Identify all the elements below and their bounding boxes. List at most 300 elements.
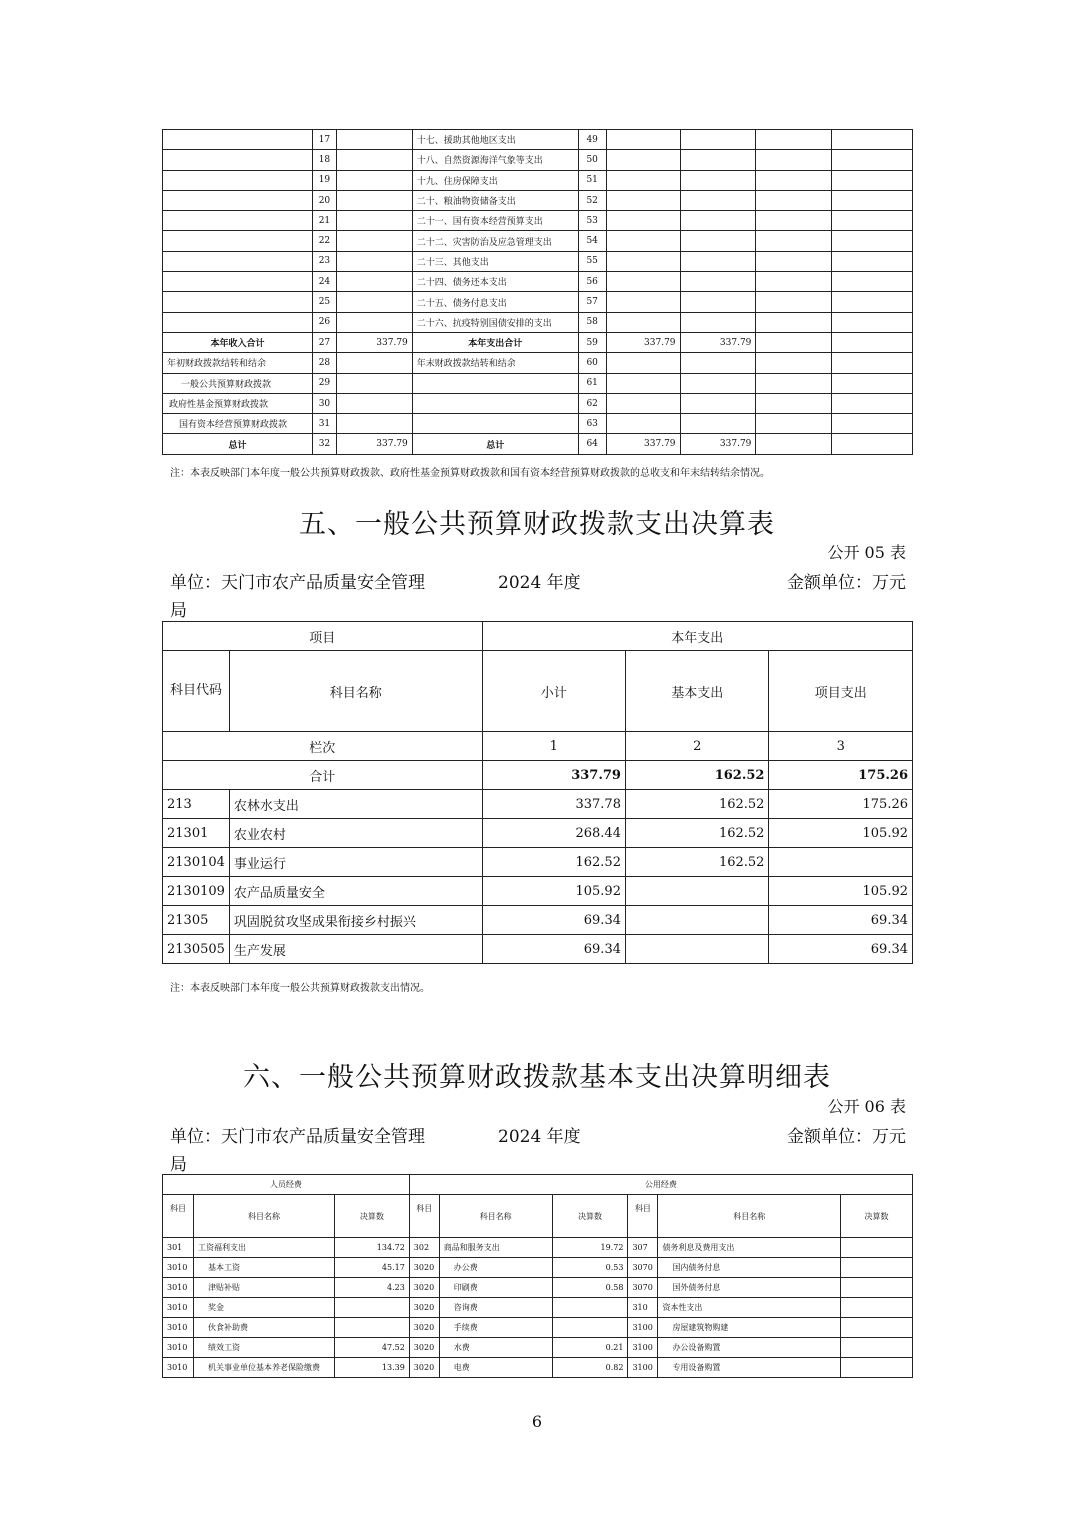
table-row (163, 1258, 913, 1278)
public-name: 办公费 (439, 1258, 552, 1278)
expense-total (606, 211, 680, 231)
expense-line-no: 57 (578, 292, 606, 312)
income-line-no: 20 (312, 190, 336, 210)
other-name: 国内债务付息 (658, 1258, 841, 1278)
table-row (163, 1238, 913, 1258)
expense-line-no: 49 (578, 130, 606, 150)
income-line-no: 26 (312, 312, 336, 332)
public-name: 手续费 (439, 1318, 552, 1338)
public-code: 3020 (409, 1298, 439, 1318)
header-project: 项目 (163, 622, 483, 651)
expense-line-no: 63 (578, 414, 606, 434)
expense-gpb (680, 414, 756, 434)
expense-gov-fund (756, 211, 832, 231)
header-amount-1: 决算数 (334, 1195, 409, 1238)
table-row (163, 170, 913, 190)
income-line-no: 27 (312, 332, 336, 352)
basic-value: 162.52 (625, 819, 768, 848)
income-amount: 337.79 (336, 434, 412, 454)
income-item: 总计 (163, 434, 313, 454)
subject-code: 2130109 (163, 877, 230, 906)
header-amount-2: 决算数 (552, 1195, 628, 1238)
public-amount: 0.58 (552, 1278, 628, 1298)
expense-total (606, 190, 680, 210)
personnel-code: 3010 (163, 1318, 194, 1338)
header-name-1: 科目名称 (193, 1195, 334, 1238)
expense-line-no: 60 (578, 353, 606, 373)
project-value: 69.34 (769, 906, 913, 935)
other-code: 3100 (628, 1338, 658, 1358)
income-amount (336, 292, 412, 312)
header-name-2: 科目名称 (439, 1195, 552, 1238)
header-amount-3: 决算数 (841, 1195, 913, 1238)
expense-item: 十八、自然资源海洋气象等支出 (412, 150, 578, 170)
table-row (163, 353, 913, 373)
table-row (163, 1278, 913, 1298)
personnel-amount: 47.52 (334, 1338, 409, 1358)
income-item (163, 211, 313, 231)
other-amount (841, 1318, 913, 1338)
personnel-code: 3010 (163, 1358, 194, 1378)
income-amount (336, 373, 412, 393)
other-code: 3100 (628, 1318, 658, 1338)
public-code: 3020 (409, 1338, 439, 1358)
section6-unit: 单位：天门市农产品质量安全管理 (170, 1127, 425, 1147)
personnel-name: 奖金 (193, 1298, 334, 1318)
expense-total (606, 312, 680, 332)
table-row (163, 414, 913, 434)
project-value: 105.92 (769, 819, 913, 848)
expense-item: 十七、援助其他地区支出 (412, 130, 578, 150)
expense-gov-fund (756, 130, 832, 150)
expense-table (162, 621, 913, 964)
header-basic: 基本支出 (625, 651, 768, 732)
public-amount: 0.82 (552, 1358, 628, 1378)
subject-code: 21305 (163, 906, 230, 935)
other-code: 307 (628, 1238, 658, 1258)
expense-gov-fund (756, 312, 832, 332)
project-value (769, 848, 913, 877)
basic-value: 162.52 (625, 848, 768, 877)
subtotal-value: 69.34 (482, 935, 625, 964)
expense-line-no: 53 (578, 211, 606, 231)
income-amount (336, 251, 412, 271)
table-row (163, 877, 913, 906)
header-subtotal: 小计 (482, 651, 625, 732)
income-item (163, 130, 313, 150)
expense-gov-fund (756, 353, 832, 373)
public-name: 电费 (439, 1358, 552, 1378)
personnel-amount (334, 1298, 409, 1318)
section5-form-no: 公开 05 表 (827, 543, 906, 562)
income-item (163, 292, 313, 312)
public-name: 商品和服务支出 (439, 1238, 552, 1258)
table-row (163, 251, 913, 271)
other-name: 房屋建筑物购建 (658, 1318, 841, 1338)
expense-gpb: 337.79 (680, 332, 756, 352)
other-amount (841, 1298, 913, 1318)
basic-value: 162.52 (625, 790, 768, 819)
total-basic: 162.52 (625, 761, 768, 790)
expense-gov-fund (756, 251, 832, 271)
income-line-no: 29 (312, 373, 336, 393)
header-name-3: 科目名称 (658, 1195, 841, 1238)
header-idx1: 1 (482, 732, 625, 761)
expense-state-capital (832, 312, 913, 332)
expense-gpb (680, 373, 756, 393)
expense-line-no: 59 (578, 332, 606, 352)
header-code-2: 科目 (409, 1195, 439, 1238)
income-amount (336, 312, 412, 332)
table-row (163, 935, 913, 964)
subtotal-value: 69.34 (482, 906, 625, 935)
expense-state-capital (832, 150, 913, 170)
header-project-exp: 项目支出 (769, 651, 913, 732)
other-name: 资本性支出 (658, 1298, 841, 1318)
expense-line-no: 62 (578, 393, 606, 413)
personnel-code: 3010 (163, 1338, 194, 1358)
expense-total (606, 292, 680, 312)
project-value: 69.34 (769, 935, 913, 964)
total-subtotal: 337.79 (482, 761, 625, 790)
expense-gpb (680, 393, 756, 413)
basic-value (625, 906, 768, 935)
income-line-no: 30 (312, 393, 336, 413)
basic-value (625, 935, 768, 964)
table-row (163, 332, 913, 352)
other-amount (841, 1278, 913, 1298)
income-item (163, 190, 313, 210)
expense-total: 337.79 (606, 332, 680, 352)
other-code: 3100 (628, 1358, 658, 1378)
public-code: 3020 (409, 1258, 439, 1278)
expense-total (606, 231, 680, 251)
expense-gov-fund (756, 414, 832, 434)
expense-gov-fund (756, 393, 832, 413)
personnel-code: 301 (163, 1238, 194, 1258)
expense-gov-fund (756, 190, 832, 210)
public-amount: 0.53 (552, 1258, 628, 1278)
table-row (163, 211, 913, 231)
expense-gov-fund (756, 231, 832, 251)
basic-expense-detail-table (162, 1174, 913, 1378)
income-item (163, 251, 313, 271)
table-row (163, 1358, 913, 1378)
expense-item: 二十六、抗疫特别国债安排的支出 (412, 312, 578, 332)
income-amount (336, 150, 412, 170)
expense-total (606, 150, 680, 170)
expense-gov-fund (756, 292, 832, 312)
expense-gpb (680, 292, 756, 312)
expense-line-no: 55 (578, 251, 606, 271)
income-amount (336, 170, 412, 190)
income-item (163, 150, 313, 170)
table-row (163, 292, 913, 312)
expense-gpb (680, 190, 756, 210)
table-row (163, 150, 913, 170)
public-amount: 0.21 (552, 1338, 628, 1358)
expense-state-capital (832, 170, 913, 190)
table-row (163, 790, 913, 819)
table-row (163, 373, 913, 393)
personnel-name: 基本工资 (193, 1258, 334, 1278)
expense-total (606, 130, 680, 150)
income-item (163, 231, 313, 251)
table-row (163, 1298, 913, 1318)
expense-gov-fund (756, 373, 832, 393)
expense-item: 二十、粮油物资储备支出 (412, 190, 578, 210)
table-row (163, 312, 913, 332)
subtotal-value: 105.92 (482, 877, 625, 906)
subject-name: 农产品质量安全 (229, 877, 482, 906)
expense-gpb (680, 170, 756, 190)
income-line-no: 31 (312, 414, 336, 434)
expense-total (606, 393, 680, 413)
income-item: 政府性基金预算财政拨款 (163, 393, 313, 413)
expense-item (412, 393, 578, 413)
personnel-amount: 4.23 (334, 1278, 409, 1298)
header-code: 科目代码 (163, 651, 230, 732)
table-row (163, 393, 913, 413)
header-current-expense: 本年支出 (482, 622, 912, 651)
personnel-amount (334, 1318, 409, 1338)
subject-name: 生产发展 (229, 935, 482, 964)
section6-year: 2024 年度 (498, 1127, 581, 1147)
expense-item: 二十三、其他支出 (412, 251, 578, 271)
income-item: 本年收入合计 (163, 332, 313, 352)
other-code: 310 (628, 1298, 658, 1318)
other-amount (841, 1338, 913, 1358)
expense-state-capital (832, 190, 913, 210)
table-row (163, 906, 913, 935)
section6-amount-unit: 金额单位：万元 (787, 1127, 906, 1147)
expense-gpb (680, 150, 756, 170)
header-personnel: 人员经费 (163, 1175, 410, 1195)
personnel-code: 3010 (163, 1258, 194, 1278)
expense-item: 本年支出合计 (412, 332, 578, 352)
subject-code: 21301 (163, 819, 230, 848)
other-code: 3070 (628, 1278, 658, 1298)
expense-total (606, 170, 680, 190)
public-code: 3020 (409, 1358, 439, 1378)
section5-amount-unit: 金额单位：万元 (787, 573, 906, 593)
expense-state-capital (832, 373, 913, 393)
expense-total (606, 272, 680, 292)
other-amount (841, 1238, 913, 1258)
expense-state-capital (832, 272, 913, 292)
subject-code: 2130505 (163, 935, 230, 964)
project-value: 105.92 (769, 877, 913, 906)
expense-line-no: 58 (578, 312, 606, 332)
expense-state-capital (832, 231, 913, 251)
basic-value (625, 877, 768, 906)
income-amount (336, 393, 412, 413)
header-public: 公用经费 (409, 1175, 912, 1195)
income-line-no: 22 (312, 231, 336, 251)
expense-line-no: 50 (578, 150, 606, 170)
expense-gov-fund (756, 150, 832, 170)
header-column-index: 栏次 (163, 732, 483, 761)
expense-gpb (680, 130, 756, 150)
expense-item: 二十二、灾害防治及应急管理支出 (412, 231, 578, 251)
section5-year: 2024 年度 (498, 573, 581, 593)
public-code: 3020 (409, 1318, 439, 1338)
table-row (163, 231, 913, 251)
expense-gov-fund (756, 434, 832, 454)
header-idx2: 2 (625, 732, 768, 761)
income-line-no: 18 (312, 150, 336, 170)
expense-total (606, 353, 680, 373)
personnel-name: 津贴补贴 (193, 1278, 334, 1298)
public-amount: 19.72 (552, 1238, 628, 1258)
expense-total: 337.79 (606, 434, 680, 454)
expense-gpb (680, 251, 756, 271)
subject-name: 农林水支出 (229, 790, 482, 819)
expense-total (606, 373, 680, 393)
public-name: 水费 (439, 1338, 552, 1358)
public-amount (552, 1298, 628, 1318)
expense-item: 十九、住房保障支出 (412, 170, 578, 190)
personnel-name: 工资福利支出 (193, 1238, 334, 1258)
header-idx3: 3 (769, 732, 913, 761)
table-row (163, 190, 913, 210)
income-line-no: 21 (312, 211, 336, 231)
income-item: 年初财政拨款结转和结余 (163, 353, 313, 373)
section6-unit-cont: 局 (170, 1155, 187, 1175)
subtotal-value: 337.78 (482, 790, 625, 819)
table-row (163, 434, 913, 454)
expense-total (606, 251, 680, 271)
income-amount (336, 353, 412, 373)
income-amount (336, 414, 412, 434)
income-item: 一般公共预算财政拨款 (163, 373, 313, 393)
expense-item (412, 373, 578, 393)
table-row (163, 1338, 913, 1358)
public-name: 印刷费 (439, 1278, 552, 1298)
other-name: 债务利息及费用支出 (658, 1238, 841, 1258)
expense-state-capital (832, 130, 913, 150)
other-amount (841, 1258, 913, 1278)
project-value: 175.26 (769, 790, 913, 819)
subject-name: 巩固脱贫攻坚成果衔接乡村振兴 (229, 906, 482, 935)
expense-state-capital (832, 353, 913, 373)
income-amount (336, 130, 412, 150)
subtotal-value: 162.52 (482, 848, 625, 877)
expense-state-capital (832, 414, 913, 434)
page-number: 6 (531, 1412, 543, 1431)
personnel-name: 伙食补助费 (193, 1318, 334, 1338)
section6-title: 六、一般公共预算财政拨款基本支出决算明细表 (243, 1062, 831, 1093)
personnel-code: 3010 (163, 1278, 194, 1298)
other-name: 专用设备购置 (658, 1358, 841, 1378)
personnel-code: 3010 (163, 1298, 194, 1318)
expense-total (606, 414, 680, 434)
income-amount (336, 211, 412, 231)
income-line-no: 23 (312, 251, 336, 271)
expense-item: 年末财政拨款结转和结余 (412, 353, 578, 373)
public-amount (552, 1318, 628, 1338)
expense-gov-fund (756, 332, 832, 352)
table-row (163, 1318, 913, 1338)
section5-unit-cont: 局 (170, 601, 187, 621)
expense-gpb (680, 211, 756, 231)
subject-code: 2130104 (163, 848, 230, 877)
expense-line-no: 54 (578, 231, 606, 251)
expense-state-capital (832, 332, 913, 352)
subject-code: 213 (163, 790, 230, 819)
income-item (163, 170, 313, 190)
expense-item (412, 414, 578, 434)
income-line-no: 24 (312, 272, 336, 292)
expense-gpb (680, 272, 756, 292)
personnel-amount: 45.17 (334, 1258, 409, 1278)
other-amount (841, 1358, 913, 1378)
header-code-1: 科目 (163, 1195, 194, 1238)
income-line-no: 28 (312, 353, 336, 373)
expense-state-capital (832, 211, 913, 231)
expense-line-no: 61 (578, 373, 606, 393)
expense-gpb: 337.79 (680, 434, 756, 454)
income-item (163, 312, 313, 332)
income-amount: 337.79 (336, 332, 412, 352)
expense-item: 二十一、国有资本经营预算支出 (412, 211, 578, 231)
personnel-name: 机关事业单位基本养老保险缴费 (193, 1358, 334, 1378)
header-code-3: 科目 (628, 1195, 658, 1238)
header-name: 科目名称 (229, 651, 482, 732)
section6-form-no: 公开 06 表 (827, 1097, 906, 1116)
income-line-no: 17 (312, 130, 336, 150)
expense-state-capital (832, 434, 913, 454)
expense-line-no: 51 (578, 170, 606, 190)
income-line-no: 32 (312, 434, 336, 454)
expense-gov-fund (756, 170, 832, 190)
expense-line-no: 64 (578, 434, 606, 454)
personnel-amount: 134.72 (334, 1238, 409, 1258)
expense-gpb (680, 312, 756, 332)
expense-item: 二十五、债务付息支出 (412, 292, 578, 312)
section5-title: 五、一般公共预算财政拨款支出决算表 (299, 509, 775, 540)
public-code: 3020 (409, 1278, 439, 1298)
personnel-name: 绩效工资 (193, 1338, 334, 1358)
section5-note: 注：本表反映部门本年度一般公共预算财政拨款支出情况。 (170, 983, 430, 994)
section5-unit: 单位：天门市农产品质量安全管理 (170, 573, 425, 593)
expense-line-no: 56 (578, 272, 606, 292)
income-amount (336, 231, 412, 251)
expense-gov-fund (756, 272, 832, 292)
other-name: 办公设备购置 (658, 1338, 841, 1358)
public-code: 302 (409, 1238, 439, 1258)
subject-name: 农业农村 (229, 819, 482, 848)
income-amount (336, 190, 412, 210)
subject-name: 事业运行 (229, 848, 482, 877)
income-amount (336, 272, 412, 292)
income-line-no: 19 (312, 170, 336, 190)
other-code: 3070 (628, 1258, 658, 1278)
table-row (163, 272, 913, 292)
subtotal-value: 268.44 (482, 819, 625, 848)
table-row (163, 819, 913, 848)
table-row (163, 848, 913, 877)
expense-state-capital (832, 251, 913, 271)
expense-gpb (680, 231, 756, 251)
expense-item: 总计 (412, 434, 578, 454)
income-item (163, 272, 313, 292)
income-line-no: 25 (312, 292, 336, 312)
expense-line-no: 52 (578, 190, 606, 210)
public-name: 咨询费 (439, 1298, 552, 1318)
table-row (163, 130, 913, 150)
other-name: 国外债务付息 (658, 1278, 841, 1298)
